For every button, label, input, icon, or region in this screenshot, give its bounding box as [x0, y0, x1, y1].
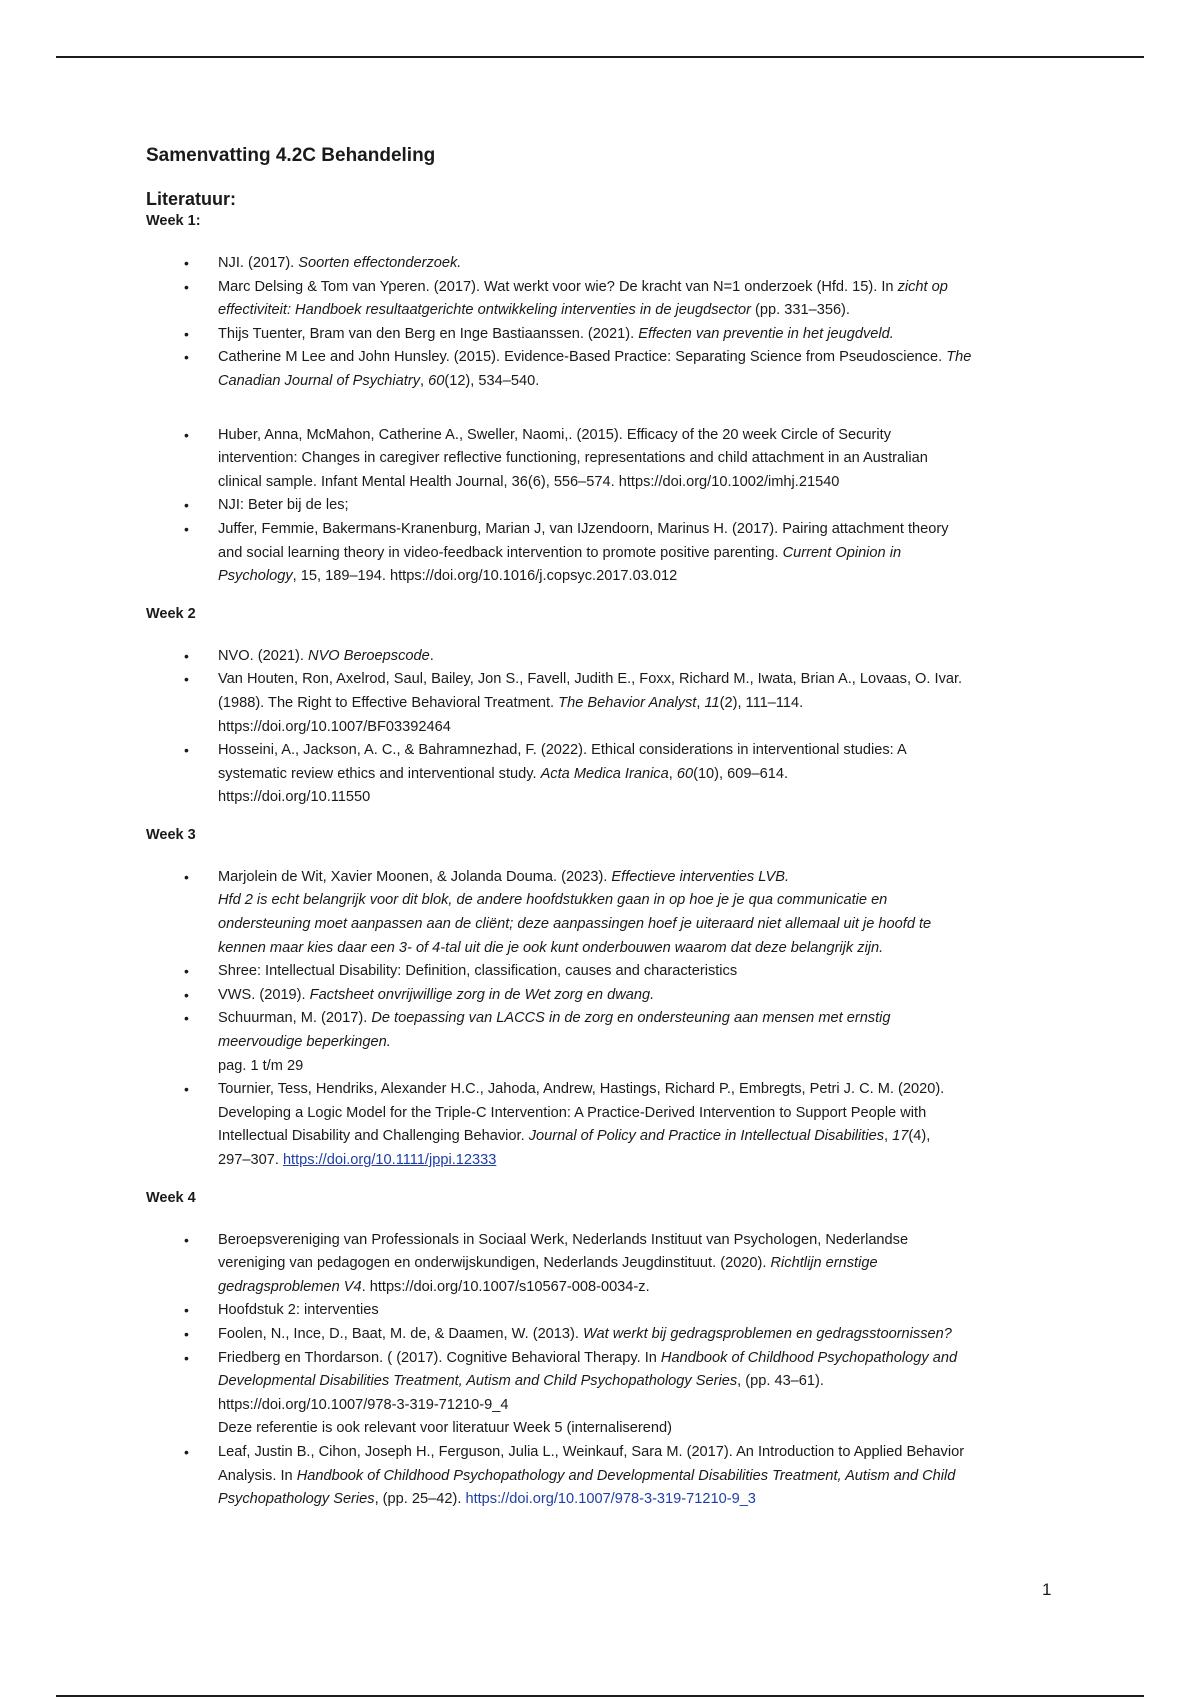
reference-line	[218, 866, 1056, 890]
text-run: (pp. 331–356).	[750, 302, 850, 319]
reference-line	[218, 1441, 1056, 1465]
reference-line	[218, 447, 1056, 471]
week-heading: Week 2	[146, 605, 196, 622]
reference-item	[146, 1007, 1056, 1078]
reference-item	[146, 518, 1056, 589]
bullet-icon: •	[184, 1231, 189, 1248]
reference-item	[146, 739, 1056, 810]
bullet-icon: •	[184, 325, 189, 342]
italic-text: 60	[428, 372, 445, 389]
italic-text: gedragsproblemen V4	[218, 1278, 362, 1295]
italic-text: Richtlijn ernstige	[770, 1255, 878, 1272]
bullet-icon: •	[184, 868, 189, 885]
italic-text: 11	[704, 694, 720, 711]
text-run: ,	[668, 765, 677, 782]
text-run: NVO. (2021).	[218, 647, 309, 664]
text-run: Foolen, N., Ince, D., Baat, M. de, & Daamen, W. (2013).	[218, 1325, 584, 1342]
italic-text: Soorten effectonderzoek.	[298, 255, 462, 271]
reference-line	[218, 323, 1056, 347]
reference-line	[218, 1347, 1056, 1371]
italic-text: The	[946, 349, 972, 366]
list-spacer	[146, 394, 1056, 424]
italic-text: Current Opinion in	[782, 544, 902, 561]
reference-line	[218, 518, 1056, 542]
bullet-icon: •	[184, 1325, 189, 1342]
reference-line	[218, 1417, 1056, 1441]
bullet-icon: •	[184, 497, 189, 514]
text-run: (4),	[908, 1128, 931, 1145]
reference-line	[218, 370, 1056, 394]
doi-link[interactable]: https://doi.org/10.1007/978-3-319-71210-9_3	[465, 1491, 756, 1508]
bullet-icon: •	[184, 349, 189, 366]
text-run: Marc Delsing & Tom van Yperen. (2017). Wat werkt voor wie? De kracht van N=1 onderzoek (Hfd. 15). In	[218, 278, 898, 295]
italic-text: Hfd 2 is echt belangrijk voor dit blok, de andere hoofdstukken gaan in op hoe je je qua communicatie en	[218, 892, 888, 909]
reference-item	[146, 1441, 1056, 1512]
italic-text: De toepassing van LACCS in de zorg en ondersteuning aan mensen met ernstig	[371, 1010, 891, 1027]
reference-line	[218, 346, 1056, 370]
italic-text: Developmental Disabilities Treatment, Autism and Child Psychopathology Series	[218, 1373, 738, 1390]
reference-line	[218, 984, 1056, 1008]
text-run: Van Houten, Ron, Axelrod, Saul, Bailey, Jon S., Favell, Judith E., Foxx, Richard M., Iwata, Brian A., Lovaas, O. Ivar.	[218, 671, 963, 688]
reference-item	[146, 346, 1056, 393]
italic-text: 17	[892, 1128, 909, 1145]
reference-line	[218, 494, 1056, 518]
reference-line	[218, 1488, 1056, 1512]
reference-line	[218, 1323, 1056, 1347]
reference-item	[146, 1347, 1056, 1441]
italic-text: Handbook of Childhood Psychopathology and Developmental Disabilities Treatment, Autism and Child	[296, 1467, 956, 1484]
reference-line	[218, 937, 1056, 961]
page-number: 1	[1042, 1580, 1052, 1599]
text-run: Developing a Logic Model for the Triple-C Intervention: A Practice-Derived Intervention to Support People with	[218, 1104, 927, 1121]
text-run: Marjolein de Wit, Xavier Moonen, & Jolanda Douma. (2023).	[218, 868, 612, 885]
reference-line	[218, 739, 1056, 763]
reference-line	[218, 668, 1056, 692]
section-spacer	[146, 1173, 1056, 1190]
reference-item	[146, 1078, 1056, 1172]
reference-line	[218, 763, 1056, 787]
bullet-icon: •	[184, 1443, 189, 1460]
bullet-icon: •	[184, 1081, 189, 1098]
reference-line	[218, 471, 1056, 495]
reference-item	[146, 960, 1056, 984]
reference-line	[218, 716, 1056, 740]
header-rule	[56, 56, 1144, 58]
reference-item	[146, 1299, 1056, 1323]
section-spacer	[146, 810, 1056, 827]
text-run: NJI. (2017).	[218, 255, 299, 271]
text-run: Tournier, Tess, Hendriks, Alexander H.C., Jahoda, Andrew, Hastings, Richard P., Embregts, Petri J. C. M. (2020).	[218, 1081, 945, 1098]
reference-item	[146, 866, 1056, 960]
document-title: Samenvatting 4.2C Behandeling	[146, 145, 436, 166]
italic-text: Handbook of Childhood Psychopathology and	[660, 1349, 958, 1366]
italic-text: Acta Medica Iranica	[540, 765, 669, 782]
reference-line	[218, 424, 1056, 448]
text-run: Shree: Intellectual Disability: Definition, classification, causes and characteristics	[218, 963, 738, 980]
reference-line	[218, 1078, 1056, 1102]
reference-item	[146, 424, 1056, 495]
footer-rule	[56, 1695, 1144, 1697]
text-run: Hoofdstuk 2: interventies	[218, 1302, 379, 1319]
italic-text: Effectieve interventies LVB.	[611, 868, 790, 885]
text-run: clinical sample. Infant Mental Health Journal, 36(6), 556–574. https://doi.org/10.1002/imhj.21540	[218, 473, 840, 490]
bullet-icon: •	[184, 426, 189, 443]
bullet-icon: •	[184, 255, 189, 271]
text-run: intervention: Changes in caregiver reflective functioning, representations and child attachment in an Australian	[218, 450, 928, 467]
text-run: (1988). The Right to Effective Behavioral Treatment.	[218, 694, 559, 711]
text-run: (2), 111–114.	[719, 694, 804, 711]
text-run: and social learning theory in video-feedback intervention to promote positive parenting.	[218, 544, 783, 561]
bullet-icon: •	[184, 963, 189, 980]
reference-item	[146, 323, 1056, 347]
reference-line	[218, 1031, 1056, 1055]
text-run: systematic review ethics and interventional study.	[218, 765, 541, 782]
text-run: NJI: Beter bij de les;	[218, 497, 349, 514]
weeks-container	[146, 213, 1056, 1512]
reference-line	[218, 1252, 1056, 1276]
reference-line	[218, 1229, 1056, 1253]
section-spacer	[146, 589, 1056, 606]
italic-text: zicht op	[897, 278, 948, 295]
bullet-icon: •	[184, 1349, 189, 1366]
bullet-icon: •	[184, 278, 189, 295]
italic-text: ondersteuning moet aanpassen aan de cliënt; deze aanpassingen hoef je uiteraard niet allemaal uit je hoofd te	[218, 916, 932, 933]
reference-line	[218, 786, 1056, 810]
text-run: Analysis. In	[218, 1467, 297, 1484]
reference-item	[146, 1323, 1056, 1347]
reference-line	[218, 299, 1056, 323]
text-run: 297–307.	[218, 1152, 283, 1168]
italic-text: Wat werkt bij gedragsproblemen en gedragsstoornissen?	[583, 1325, 952, 1342]
reference-line	[218, 960, 1056, 984]
reference-line	[218, 1007, 1056, 1031]
text-run: Leaf, Justin B., Cihon, Joseph H., Ferguson, Julia L., Weinkauf, Sara M. (2017). An Introduction to Applied Behavior	[218, 1443, 965, 1460]
text-run: Beroepsvereniging van Professionals in Sociaal Werk, Nederlands Instituut van Psychologen, Nederlandse	[218, 1231, 909, 1248]
document-body	[146, 145, 1056, 1512]
bullet-icon: •	[184, 647, 189, 664]
reference-item	[146, 276, 1056, 323]
text-run: (10), 609–614.	[693, 765, 789, 782]
italic-text: Effecten van preventie in het jeugdveld.	[638, 325, 894, 342]
text-run: https://doi.org/10.1007/BF03392464	[218, 718, 451, 735]
reference-line	[218, 913, 1056, 937]
text-run: https://doi.org/10.11550	[218, 789, 371, 806]
italic-text: effectiviteit: Handboek resultaatgerichte ontwikkeling interventies in de jeugdsector	[218, 302, 751, 319]
reference-item	[146, 494, 1056, 518]
reference-line	[218, 1102, 1056, 1126]
reference-line	[218, 1370, 1056, 1394]
italic-text: Journal of Policy and Practice in Intellectual Disabilities	[528, 1128, 885, 1145]
reference-line	[218, 1055, 1056, 1079]
text-run: Intellectual Disability and Challenging Behavior.	[218, 1128, 529, 1145]
text-run: Juffer, Femmie, Bakermans-Kranenburg, Marian J, van IJzendoorn, Marinus H. (2017). Pairing attachment theory	[218, 520, 949, 537]
bullet-icon: •	[184, 742, 189, 759]
reference-line	[218, 252, 1056, 276]
text-run: ,	[420, 372, 429, 389]
reference-item	[146, 252, 1056, 276]
text-run: https://doi.org/10.1007/978-3-319-71210-9_4	[218, 1396, 509, 1413]
text-run: Schuurman, M. (2017).	[218, 1010, 372, 1027]
bullet-icon: •	[184, 520, 189, 537]
italic-text: meervoudige beperkingen.	[218, 1034, 391, 1051]
text-run: Hosseini, A., Jackson, A. C., & Bahramnezhad, F. (2022). Ethical considerations in interventional studies: A	[218, 742, 907, 759]
reference-item	[146, 668, 1056, 739]
text-run: VWS. (2019).	[218, 986, 310, 1003]
reference-line	[218, 1276, 1056, 1300]
text-run: , (pp. 25–42).	[374, 1491, 466, 1508]
text-run: , 15, 189–194. https://doi.org/10.1016/j.copsyc.2017.03.012	[292, 568, 678, 585]
reference-line	[218, 1465, 1056, 1489]
text-run: Thijs Tuenter, Bram van den Berg en Inge Bastiaanssen. (2021).	[218, 325, 639, 342]
reference-list	[146, 645, 1056, 810]
text-run: Deze referentie is ook relevant voor literatuur Week 5 (internaliserend)	[218, 1420, 672, 1437]
text-run: (12), 534–540.	[444, 372, 540, 389]
reference-line	[218, 1299, 1056, 1323]
week-heading: Week 4	[146, 1189, 196, 1206]
reference-line	[218, 889, 1056, 913]
italic-text: 60	[676, 765, 694, 782]
reference-line	[218, 276, 1056, 300]
italic-text: Psychopathology Series	[218, 1491, 375, 1508]
bullet-icon: •	[184, 1302, 189, 1319]
italic-text: Factsheet onvrijwillige zorg in de Wet zorg en dwang.	[309, 986, 655, 1003]
italic-text: NVO Beroepscode	[308, 647, 430, 664]
text-run: Catherine M Lee and John Hunsley. (2015). Evidence-Based Practice: Separating Science from Pseudoscience.	[218, 349, 947, 366]
reference-line	[218, 542, 1056, 566]
reference-line	[218, 1149, 1056, 1173]
italic-text: Canadian Journal of Psychiatry	[218, 372, 420, 389]
reference-item	[146, 645, 1056, 669]
text-run: pag. 1 t/m 29	[218, 1057, 304, 1074]
text-run: . https://doi.org/10.1007/s10567-008-0034-z.	[361, 1278, 650, 1295]
reference-line	[218, 692, 1056, 716]
bullet-icon: •	[184, 986, 189, 1003]
text-run: vereniging van pedagogen en onderwijskundigen, Nederlands Jeugdinstituut. (2020).	[218, 1255, 771, 1272]
reference-list	[146, 866, 1056, 1173]
italic-text: The Behavior Analyst	[558, 694, 697, 711]
text-run: , (pp. 43–61).	[737, 1373, 824, 1390]
doi-link[interactable]: https://doi.org/10.1111/jppi.12333	[282, 1152, 497, 1168]
reference-line	[218, 565, 1056, 589]
reference-item	[146, 984, 1056, 1008]
reference-line	[218, 1394, 1056, 1418]
literature-heading: Literatuur:	[146, 189, 236, 209]
text-run: ,	[884, 1128, 893, 1145]
week-heading: Week 3	[146, 826, 196, 843]
reference-item	[146, 1229, 1056, 1300]
text-run: Friedberg en Thordarson. ( (2017). Cognitive Behavioral Therapy. In	[218, 1349, 661, 1366]
week-heading: Week 1:	[146, 213, 201, 229]
italic-text: kennen maar kies daar een 3- of 4-tal uit die je ook kunt onderbouwen waarom dat deze belangrijk zijn.	[218, 939, 884, 956]
italic-text: Psychology	[218, 568, 293, 585]
reference-list	[146, 252, 1056, 589]
reference-line	[218, 1125, 1056, 1149]
reference-list	[146, 1229, 1056, 1512]
text-run: .	[429, 647, 434, 664]
text-run: ,	[696, 694, 705, 711]
text-run: Huber, Anna, McMahon, Catherine A., Sweller, Naomi,. (2015). Efficacy of the 20 week Circle of Security	[218, 426, 891, 443]
reference-line	[218, 645, 1056, 669]
bullet-icon: •	[184, 671, 189, 688]
bullet-icon: •	[184, 1010, 189, 1027]
